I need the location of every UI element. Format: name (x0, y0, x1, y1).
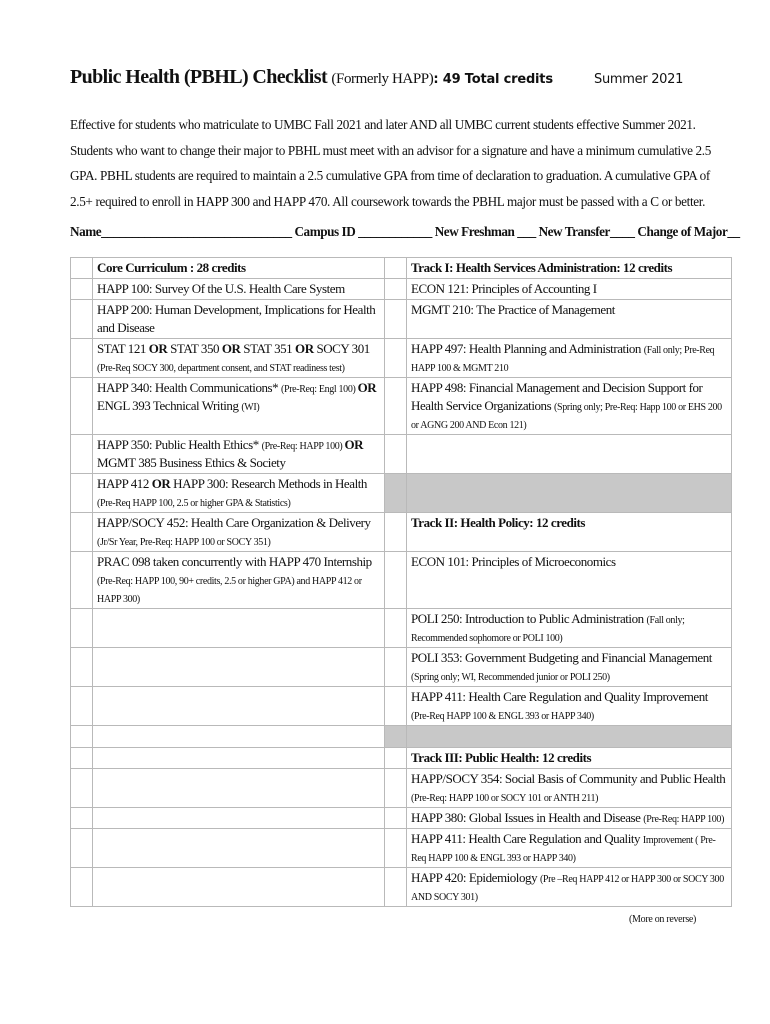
checkbox-cell[interactable] (385, 769, 407, 808)
table-row (71, 279, 732, 300)
campus-id-field[interactable]: Campus ID ____________ (294, 224, 432, 239)
course-cell (93, 513, 385, 552)
core-header: Core Curriculum : 28 credits (93, 258, 385, 279)
checkbox-cell[interactable] (385, 648, 407, 687)
term-label: Summer 2021 (594, 72, 684, 87)
course-note: (WI) (241, 402, 260, 413)
track3-header: Track III: Public Health: 12 credits (407, 748, 732, 769)
course-note: (Pre-Req: Engl 100) (281, 384, 358, 395)
course-title: STAT 351 (240, 341, 296, 356)
course-cell (93, 339, 385, 378)
checkbox-cell[interactable] (71, 552, 93, 609)
course-title: HAPP 497: Health Planning and Administration (411, 341, 644, 356)
checkbox-cell[interactable] (385, 513, 407, 552)
course-title: STAT 350 (167, 341, 222, 356)
student-info-row (70, 224, 740, 240)
course-note: (Pre-Req SOCY 300, department consent, and STAT readiness test) (97, 363, 345, 374)
checkbox-cell[interactable] (385, 748, 407, 769)
table-row (71, 829, 732, 868)
course-title: HAPP 380: Global Issues in Health and Disease (411, 810, 644, 825)
checkbox-cell[interactable] (71, 726, 93, 748)
change-major-field[interactable]: Change of Major__ (637, 224, 740, 239)
course-title: ENGL 393 Technical Writing (97, 398, 242, 413)
or-keyword: OR (295, 341, 314, 356)
empty-cell (93, 868, 385, 907)
course-title: POLI 353: Government Budgeting and Financial Management (411, 650, 712, 665)
checkbox-cell[interactable] (71, 378, 93, 435)
course-title: HAPP/SOCY 452: Health Care Organization & Delivery (97, 515, 371, 530)
new-transfer-field[interactable]: New Transfer____ (538, 224, 635, 239)
checkbox-cell[interactable] (385, 300, 407, 339)
checklist-table (70, 257, 732, 907)
course-note: Improvement ( Pre-Req HAPP 100 & ENGL 393 or HAPP 340) (411, 835, 716, 864)
checkbox-cell[interactable] (385, 279, 407, 300)
table-row (71, 609, 732, 648)
table-row (71, 808, 732, 829)
course-title: HAPP 411: Health Care Regulation and Quality Improvement (411, 689, 708, 704)
or-keyword: OR (344, 437, 364, 452)
course-cell (93, 300, 385, 339)
checkbox-cell[interactable] (385, 552, 407, 609)
course-cell (93, 378, 385, 435)
intro-paragraph: Effective for students who matriculate to UMBC Fall 2021 and later AND all UMBC current students effective Summer 2021. Students who want to change their major to PBHL must meet with an advisor for a signature and have a minimum cumulative 2.5 GPA. PBHL students are required to maintain a 2.5 cumulative GPA from time of declaration to graduation. A cumulative GPA of 2.5+ required to enroll in HAPP 300 and HAPP 470. All coursework towards the PBHL major must be passed with a C or better. (70, 117, 711, 209)
checkbox-cell[interactable] (385, 378, 407, 435)
checkbox-cell[interactable] (71, 279, 93, 300)
title-formerly: (Formerly HAPP) (331, 71, 434, 87)
table-row (71, 339, 732, 378)
course-cell (407, 868, 732, 907)
course-note: (Pre-Req: HAPP 100) (261, 441, 345, 452)
course-cell (407, 339, 732, 378)
checkbox-cell[interactable] (385, 609, 407, 648)
empty-cell (93, 648, 385, 687)
empty-cell (93, 829, 385, 868)
or-keyword: OR (148, 341, 168, 356)
course-title: HAPP 420: Epidemiology (411, 870, 540, 885)
course-cell (407, 769, 732, 808)
name-field[interactable]: Name_______________________________ (70, 224, 292, 239)
checkbox-cell[interactable] (71, 339, 93, 378)
course-title: ECON 101: Principles of Microeconomics (411, 554, 616, 569)
table-row (71, 687, 732, 726)
checkbox-cell[interactable] (71, 687, 93, 726)
table-row (71, 769, 732, 808)
table-row (71, 748, 732, 769)
course-title: MGMT 385 Business Ethics & Society (97, 455, 286, 470)
track2-header: Track II: Health Policy: 12 credits (407, 513, 732, 552)
course-cell (93, 474, 385, 513)
course-note: (Spring only; WI, Recommended junior or POLI 250) (411, 672, 610, 683)
course-title: PRAC 098 taken concurrently with HAPP 470 Internship (97, 554, 372, 569)
checkbox-cell[interactable] (71, 474, 93, 513)
course-title: MGMT 210: The Practice of Management (411, 302, 615, 317)
course-cell (93, 435, 385, 474)
checkbox-cell[interactable] (71, 435, 93, 474)
table-row (71, 474, 732, 513)
course-title: POLI 250: Introduction to Public Administration (411, 611, 647, 626)
empty-cell (93, 748, 385, 769)
shaded-cell (385, 474, 407, 513)
course-cell (407, 829, 732, 868)
course-note: (Spring only; Pre-Req: Happ 100 or EHS 200 or AGNG 200 AND Econ 121) (411, 402, 722, 431)
total-credits: 49 Total credits (442, 72, 553, 87)
course-title: HAPP/SOCY 354: Social Basis of Community and Public Health (411, 771, 726, 786)
course-title: HAPP 300: Research Methods in Health (170, 476, 367, 491)
course-cell (93, 552, 385, 609)
course-cell (407, 378, 732, 435)
title-row (70, 66, 730, 94)
course-title: HAPP 340: Health Communications* (97, 380, 281, 395)
checkbox-cell[interactable] (71, 808, 93, 829)
table-row (71, 726, 732, 748)
title-colon: : (433, 72, 439, 87)
course-note: (Fall only; Recommended sophomore or POLI 100) (411, 615, 685, 644)
course-cell (407, 552, 732, 609)
new-freshman-field[interactable]: New Freshman ___ (434, 224, 536, 239)
course-title: HAPP 412 (97, 476, 152, 491)
table-row (71, 648, 732, 687)
table-row (71, 513, 732, 552)
shaded-cell (407, 474, 732, 513)
course-title: HAPP 498: Financial Management and Decision Support for Health Service Organizations (411, 380, 703, 413)
course-cell (407, 279, 732, 300)
course-cell (407, 300, 732, 339)
course-note: (Pre-Req: HAPP 100 or SOCY 101 or ANTH 211) (411, 793, 599, 804)
course-title: SOCY 301 (313, 341, 370, 356)
or-keyword: OR (151, 476, 171, 491)
checkbox-cell[interactable] (71, 300, 93, 339)
table-row (71, 258, 732, 279)
empty-cell (93, 726, 385, 748)
checkbox-cell[interactable] (71, 748, 93, 769)
course-title: HAPP 411: Health Care Regulation and Quality (411, 831, 643, 846)
course-note: (Fall only; Pre-Req HAPP 100 & MGMT 210 (411, 345, 715, 374)
empty-cell (93, 808, 385, 829)
checkbox-cell[interactable] (385, 258, 407, 279)
course-cell (407, 808, 732, 829)
table-row (71, 300, 732, 339)
empty-cell (93, 687, 385, 726)
course-cell (93, 279, 385, 300)
more-on-reverse-note: (More on reverse) (629, 914, 697, 925)
course-note: (Pre-Req: HAPP 100, 90+ credits, 2.5 or higher GPA) and HAPP 412 or HAPP 300) (97, 576, 362, 605)
checkbox-cell[interactable] (71, 829, 93, 868)
checkbox-cell[interactable] (385, 435, 407, 474)
checkbox-cell[interactable] (71, 513, 93, 552)
or-keyword: OR (221, 341, 241, 356)
course-note: (Pre –Req HAPP 412 or HAPP 300 or SOCY 300 AND SOCY 301) (411, 874, 724, 903)
shaded-cell (407, 726, 732, 748)
course-note: (Jr/Sr Year, Pre-Req: HAPP 100 or SOCY 351) (97, 537, 271, 548)
page-title (70, 66, 553, 89)
course-cell (407, 609, 732, 648)
empty-cell (407, 435, 732, 474)
table-row (71, 435, 732, 474)
table-row (71, 552, 732, 609)
course-note: (Pre-Req HAPP 100, 2.5 or higher GPA & Statistics) (97, 498, 291, 509)
course-note: (Pre-Req: HAPP 100) (643, 814, 725, 825)
course-note: (Pre-Req HAPP 100 & ENGL 393 or HAPP 340) (411, 711, 594, 722)
course-title: HAPP 200: Human Development, Implications for Health and Disease (97, 302, 376, 335)
checkbox-cell[interactable] (71, 769, 93, 808)
checkbox-cell[interactable] (385, 808, 407, 829)
course-title: ECON 121: Principles of Accounting I (411, 281, 597, 296)
course-title: HAPP 350: Public Health Ethics* (97, 437, 262, 452)
checkbox-cell[interactable] (385, 339, 407, 378)
checkbox-cell[interactable] (71, 868, 93, 907)
title-main: Public Health (PBHL) Checklist (70, 66, 328, 88)
checkbox-cell[interactable] (385, 868, 407, 907)
empty-cell (93, 609, 385, 648)
checkbox-cell[interactable] (71, 609, 93, 648)
or-keyword: OR (357, 380, 377, 395)
course-cell (407, 648, 732, 687)
checkbox-cell[interactable] (71, 258, 93, 279)
course-title: HAPP 100: Survey Of the U.S. Health Care System (97, 281, 345, 296)
course-title: STAT 121 (97, 341, 149, 356)
course-cell (407, 687, 732, 726)
table-row (71, 378, 732, 435)
checkbox-cell[interactable] (71, 648, 93, 687)
table-row (71, 868, 732, 907)
shaded-cell (385, 726, 407, 748)
empty-cell (93, 769, 385, 808)
checkbox-cell[interactable] (385, 687, 407, 726)
checkbox-cell[interactable] (385, 829, 407, 868)
track1-header: Track I: Health Services Administration: 12 credits (407, 258, 732, 279)
